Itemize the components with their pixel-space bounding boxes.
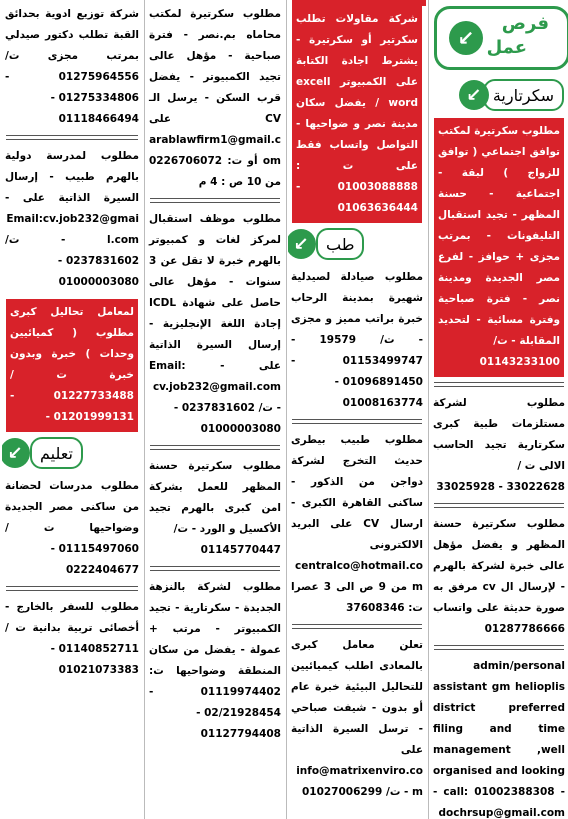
ad: مطلوب سكرتيرة حسنة المظهر للعمل بشركة امن كبرى بالهرم تجيد الأكسيل و الورد - ت/ 01145770447 (149, 460, 281, 556)
ad: مطلوب لشركة مستلزمات طبية كبرى سكرتارية تجيد الحاسب الالى ت / 33025928 - 33022628 (433, 397, 565, 493)
check-arrow-icon: ↙ (449, 21, 483, 55)
check-arrow-icon: ↙ (288, 229, 316, 259)
section-title: سكرتارية (483, 79, 564, 111)
section-title: طب (316, 228, 364, 260)
ad-english: admin/personal assistant gm helioplis district preferred filing and time management ,well organised and looking - call: 01002388308 - dochrsup@gmail.com (433, 660, 565, 819)
ad: مطلوب للسفر بالخارج - أخصائى تربية بدانية ت / 01140852711 - 01021073383 (5, 601, 139, 676)
ad: تعلن معامل كبرى بالمعادى اطلب كيميائيين للتحاليل البيئية خبرة عام أو بدون - شيفت صباحي - ترسل السيرة الذاتية على info@matrixenviro.com - ت/ 01027006299 (291, 639, 423, 798)
ad: مطلوب سكرتيرة حسنة المظهر و يفضل مؤهل عالى خبرة لشركة بالهرم - لإرسال ال cv مرفق به صورة حديثة على واتساب 01287786666 (433, 518, 565, 635)
column-2 (288, 0, 426, 819)
check-arrow-icon: ↙ (2, 438, 30, 468)
ad: مطلوب لمدرسة دولية بالهرم طبيب - إرسال السيرة الذاتية على - Email:cv.job232@gmail.com - ت/ 0237831602 - 01000003080 (5, 150, 139, 288)
ad: مطلوب طبيب بيطرى حديث التخرج لشركة دواجن من الذكور - ساكنى القاهرة الكبرى - ارسال CV على البريد الالكترونى centralco@hotmail.com من 9 ص الى 3 عصرا ت: 37608346 (291, 434, 423, 614)
ad-highlight: لمعامل تحاليل كبرى مطلوب ( كميائيين وحدات ) خبرة وبدون خبرة ت / 01227733488 - 01201999131 - (6, 299, 138, 432)
column-3 (146, 0, 284, 819)
check-arrow-icon: ↙ (459, 80, 489, 110)
ad: مطلوب موظف استقبال لمركز لغات و كمبيوتر بالهرم خبرة لا تقل عن 3 سنوات - مؤهل عالى حاصل على شهادة ICDL إجادة اللغة الإنجليزية - إرسال السيرة الذاتية على - Email: cv.job232@gmail.com - ت/ 0237831602 - 01000003080 (149, 213, 281, 435)
ad: شركة توزيع ادوية بحدائق القبة تطلب دكتور صيدلي بمرتب مجزى ت/ 01275964556 - 01275334806 - 01118466494 (5, 8, 139, 125)
section-header-medicine (292, 227, 422, 261)
ad: مطلوب مدرسات لحضانة من ساكنى مصر الجديدة وضواحيها ت / 01115497060 - 0222404677 (5, 480, 139, 576)
ad: مطلوب صيادلة لصيدلية شهيرة بمدينة الرحاب خبرة براتب مميز و مجزى - ت/ 19579 - 01153499747 - 01096891450 - 01008163774 (291, 271, 423, 409)
jobs-banner: فرص عمل ↙ (434, 6, 568, 70)
column-4 (2, 0, 142, 819)
column-1 (430, 0, 568, 819)
section-title: تعليم (30, 437, 83, 469)
ad: مطلوب لشركة بالنزهة الجديدة - سكرتارية - تجيد الكمبيوتر - مرتب + عمولة - يفضل من سكان المنطقة وضواحيها ت: 01119974402 - 02/21928454 - 01127794408 (149, 581, 281, 740)
section-header-education (6, 436, 138, 470)
ad-highlight: شركة مقاولات تطلب سكرتير أو سكرتيرة - يشترط اجادة الكتابة على الكمبيوتر excell word / يفضل سكان مدينة نصر و ضواحيها - التواصل واتساب فقط على ت : 01003088888 - 01063636444 (292, 6, 422, 223)
section-header-secretary (434, 78, 564, 112)
ad: مطلوب سكرتيرة لمكتب محاماه بم.نصر - فترة صباحية - مؤهل عالى تجيد الكمبيوتر - يفضل قرب السكن - يرسل الـ CV على arablawfirm1@gmail.com أو ت: 0226706072 من 10 ص : 4 م (149, 8, 281, 188)
ad-highlight: مطلوب سكرتيرة لمكتب توافق اجتماعي ( توافق للزواج ) لبقة - اجتماعية - حسنة المظهر - تجيد استقبال التليفونات - بمرتب مجزى + حوافز - لفرع مصر الجديدة ومدينة نصر - فترة صباحية وفترة مسائية - لتحديد المقابلة - ت/ 01143233100 (434, 118, 564, 377)
